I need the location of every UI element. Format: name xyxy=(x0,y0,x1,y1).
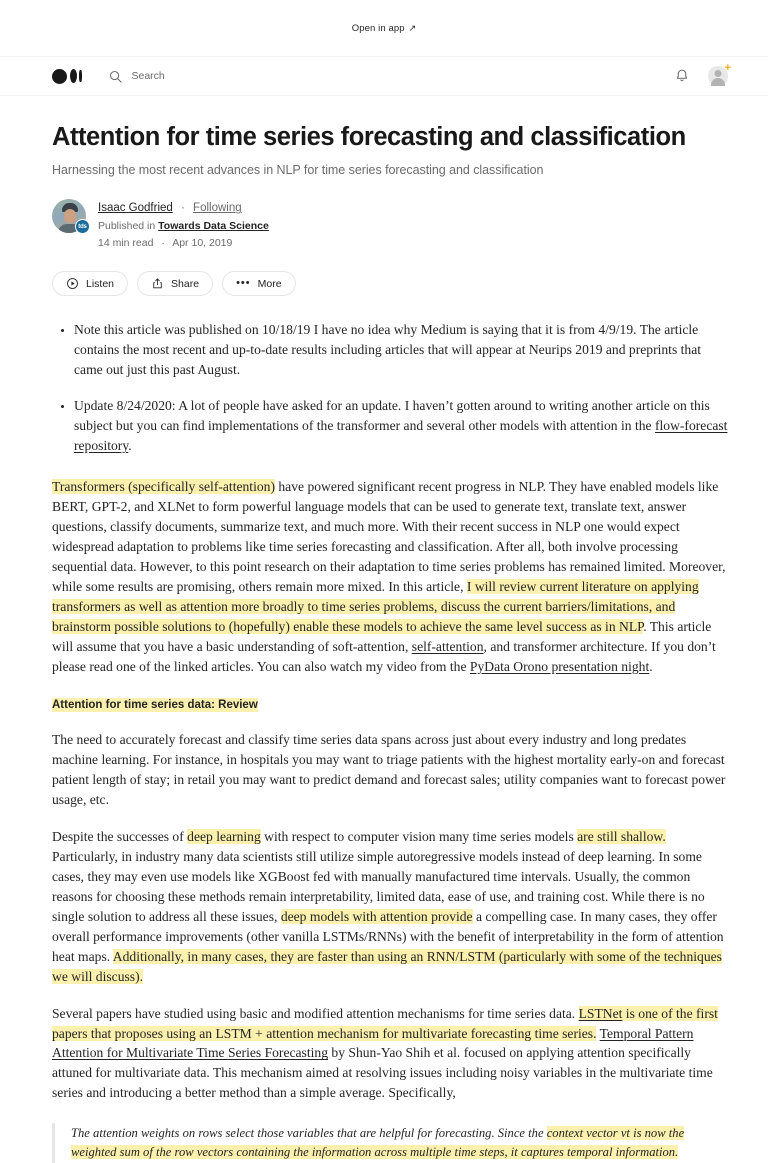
para4-hl-rest: is one of the first papers that proposes using an LSTM + attention mechanism for multivariate forecasting time series. xyxy=(52,1005,718,1041)
highlight-deep-learning: deep learning xyxy=(187,828,261,844)
highlight-still-shallow: are still shallow. xyxy=(577,828,666,844)
article-action-bar xyxy=(52,271,728,296)
para1-after3: . xyxy=(649,658,653,674)
avatar-body-shape xyxy=(711,78,725,86)
pydata-orono-link[interactable]: PyData Orono presentation night xyxy=(469,658,650,674)
self-attention-link[interactable]: self-attention xyxy=(411,638,484,654)
section-heading-text: Attention for time series data: Review xyxy=(52,698,258,711)
share-button[interactable] xyxy=(137,271,213,296)
byline-meta-row xyxy=(98,235,269,252)
user-avatar-icon[interactable] xyxy=(708,62,731,86)
para1-after1: . This article will assume that you have a basic understanding of soft-attention, xyxy=(52,618,712,654)
listen-label: Listen xyxy=(86,277,115,290)
arrow-up-right-icon: ↗ xyxy=(408,22,417,33)
highlight-deep-models-attention: deep models with attention provide xyxy=(280,908,473,924)
temporal-pattern-attention-link[interactable]: Temporal Pattern Attention for Multivariate Time Series Forecasting xyxy=(52,1025,694,1061)
section-heading-review xyxy=(52,697,728,713)
highlight-transformers: Transformers (specifically self-attention) xyxy=(52,479,275,495)
masthead-right-actions xyxy=(674,62,731,86)
pull-quote xyxy=(52,1123,728,1163)
published-in-label: Published in xyxy=(98,219,156,232)
logo-circle-large xyxy=(52,69,67,84)
masthead xyxy=(0,56,768,96)
open-in-app-label: Open in app xyxy=(351,22,405,34)
byline-author-row xyxy=(98,200,269,217)
logo-ellipse-mid xyxy=(70,69,77,83)
author-avatar[interactable] xyxy=(52,199,86,233)
list-item xyxy=(74,396,728,456)
update-notes-list xyxy=(52,320,728,456)
more-button[interactable] xyxy=(222,271,296,296)
medium-logo-icon[interactable] xyxy=(52,69,82,84)
open-in-app-bar xyxy=(0,0,768,56)
article-container xyxy=(0,122,768,1163)
article-subtitle: Harnessing the most recent advances in NLP for time series forecasting and classification xyxy=(52,162,544,177)
meta-separator: · xyxy=(161,236,165,249)
open-in-app-link[interactable] xyxy=(352,23,417,34)
flow-forecast-repository-link[interactable]: flow-forecast repository xyxy=(74,418,728,454)
share-upload-icon xyxy=(151,277,164,290)
follow-button[interactable]: Following xyxy=(193,202,242,215)
ellipsis-icon: ••• xyxy=(236,277,251,290)
listen-button[interactable] xyxy=(52,271,128,296)
avatar-face-shape xyxy=(64,209,76,223)
byline xyxy=(52,199,728,251)
para4-t3: by Shun-Yao Shih et al. focused on applying attention specifically attuned for multivariate data. This mechanism aimed at resolving issues including noisy variables in the multivariate time series and introducing a better method than a simple average. Specifically, xyxy=(52,1045,713,1101)
highlight-review-scope: I will review current literature on applying transformers as well as attention more broadly to time series problems, discuss the current barriers/limitations, and brainstorm possible solutions to (hopefully) enable these models to achieve the same level success as in NLP xyxy=(52,578,699,634)
list-item: • Note this article was published on 10/18/19 I have no idea why Medium is saying that it is from 4/9/19. The article contains the most recent and up-to-date results including articles that will appear at Neurips 2019 and preprints that came out just this past August. xyxy=(74,320,728,380)
article-body xyxy=(52,320,728,1163)
play-circle-icon xyxy=(66,277,79,290)
note-text-after: . xyxy=(128,438,132,454)
highlight-context-vector: context vector vt is now the weighted sum of the row vectors containing the information across multiple time steps, it captures temporal information. xyxy=(71,1126,685,1160)
para3-t2: with respect to computer vision many time series models xyxy=(260,828,578,844)
article-title: Attention for time series forecasting and classification xyxy=(52,123,686,151)
byline-text-block xyxy=(98,199,269,251)
para3-t3: Particularly, in industry many data scientists still utilize simple autoregressive models instead of deep learning. In some cases, they may even use models like XGBoost fed with manually manufactured time intervals. Usually, the common reasons for choosing these methods remain interpretability, limited data, ease of use, and training cost. While there is no single solution to address all these issues, xyxy=(52,848,705,924)
avatar-head-shape xyxy=(715,70,722,77)
para4-t1: Several papers have studied using basic and modified attention mechanisms for time series data. xyxy=(52,1005,579,1021)
publish-date: Apr 10, 2019 xyxy=(172,236,233,249)
logo-bar-small xyxy=(79,70,82,82)
byline-separator: · xyxy=(181,202,185,215)
lstnet-link[interactable]: LSTNet xyxy=(578,1005,623,1021)
paragraph-shallow-models xyxy=(52,827,728,987)
pullquote-t1: The attention weights on rows select those variables that are helpful for forecasting. Since the xyxy=(71,1126,547,1141)
read-time: 14 min read xyxy=(98,236,154,249)
publication-link[interactable]: Towards Data Science xyxy=(158,219,269,232)
search-button[interactable] xyxy=(108,69,165,84)
para1-mid: have powered significant recent progress in NLP. They have enabled models like BERT, GPT-2, and XLNet to form powerful language models that can be used to generate text, translate text, answer questions, classify documents, summarize text, and much more. With their recent success in NLP one would expect widespread adaptation to problems like time series forecasting and classification. After all, both involve processing sequential data. However, to this point research on their adaptation to time series problems has remained limited. Moreover, while some results are promising, others remain more mixed. In this article, xyxy=(52,479,726,594)
paragraph-forecast-need: The need to accurately forecast and classify time series data spans across just about every industry and long predates machine learning. For instance, in hospitals you may want to triage patients with the highest mortality early-on and forecast patient length of stay; in retail you may want to predict demand and forecast sales; utility companies want to forecast power usage, etc. xyxy=(52,731,726,807)
para3-t1: Despite the successes of xyxy=(52,828,188,844)
search-label: Search xyxy=(131,70,165,82)
search-icon xyxy=(108,69,123,84)
highlight-faster-than-rnn: Additionally, in many cases, they are faster than using an RNN/LSTM (particularly with some of the techniques we will discuss). xyxy=(52,948,722,984)
author-name-link[interactable]: Isaac Godfried xyxy=(98,202,173,215)
para1-after2: , and transformer architecture. If you don’t please read one of the linked articles. You can also watch my video from the xyxy=(52,638,716,674)
byline-publication-row xyxy=(98,218,269,235)
para3-t4: a compelling case. In many cases, they offer overall performance improvements (other vanilla LSTMs/RNNs) with the benefit of interpretability in the form of attention heat maps. xyxy=(52,908,724,964)
paragraph-papers-studied xyxy=(52,1004,728,1104)
notifications-bell-icon[interactable] xyxy=(674,68,690,84)
share-label: Share xyxy=(171,277,200,290)
publication-badge-icon: tds xyxy=(75,219,90,234)
paragraph-intro xyxy=(52,477,728,677)
more-label: More xyxy=(257,277,282,290)
plus-badge-icon: + xyxy=(724,62,731,74)
note-text-before: Update 8/24/2020: A lot of people have asked for an update. I haven’t gotten around to writing another article on this subject but you can find implementations of the transformer and several other models with attention in the xyxy=(74,398,710,434)
